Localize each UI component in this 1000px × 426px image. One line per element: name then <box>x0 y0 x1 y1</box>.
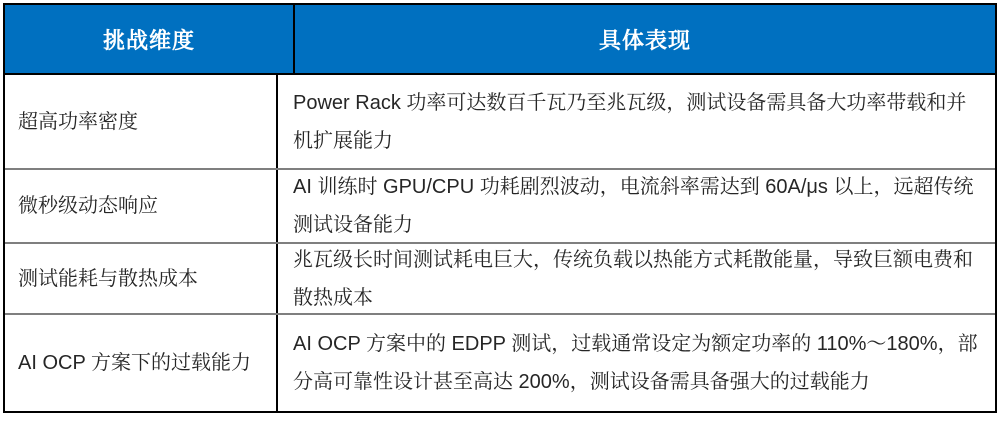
table-row <box>5 242 995 313</box>
detail-text: AI 训练时 GPU/CPU 功耗剧烈波动，电流斜率需达到 60A/μs 以上，远超传统测试设备能力 <box>293 176 974 236</box>
table-row <box>5 168 995 242</box>
challenge-table <box>3 3 997 413</box>
detail-cell <box>278 170 995 242</box>
header-cell-detail <box>295 5 995 73</box>
header-detail-label: 具体表现 <box>598 27 691 53</box>
dimension-cell <box>5 170 278 242</box>
detail-cell <box>278 315 995 411</box>
detail-cell <box>278 75 995 168</box>
dimension-cell <box>5 75 278 168</box>
detail-text: 兆瓦级长时间测试耗电巨大，传统负载以热能方式耗散能量，导致巨额电费和散热成本 <box>293 248 973 309</box>
dimension-text: 微秒级动态响应 <box>18 195 158 217</box>
dimension-cell <box>5 315 278 411</box>
header-dimension-label: 挑战维度 <box>102 27 195 53</box>
dimension-text: AI OCP 方案下的过载能力 <box>18 352 251 374</box>
table-row <box>5 313 995 411</box>
detail-cell <box>278 244 995 313</box>
table-header-row <box>5 5 995 75</box>
dimension-text: 测试能耗与散热成本 <box>18 267 198 290</box>
header-cell-dimension <box>5 5 295 73</box>
detail-text: Power Rack 功率可达数百千瓦乃至兆瓦级，测试设备需具备大功率带载和并机扩展能力 <box>293 91 967 152</box>
dimension-cell <box>5 244 278 313</box>
detail-text: AI OCP 方案中的 EDPP 测试，过载通常设定为额定功率的 110%～180%，部分高可靠性设计甚至高达 200%，测试设备需具备强大的过载能力 <box>293 333 978 393</box>
dimension-text: 超高功率密度 <box>18 110 138 133</box>
table-row <box>5 75 995 168</box>
